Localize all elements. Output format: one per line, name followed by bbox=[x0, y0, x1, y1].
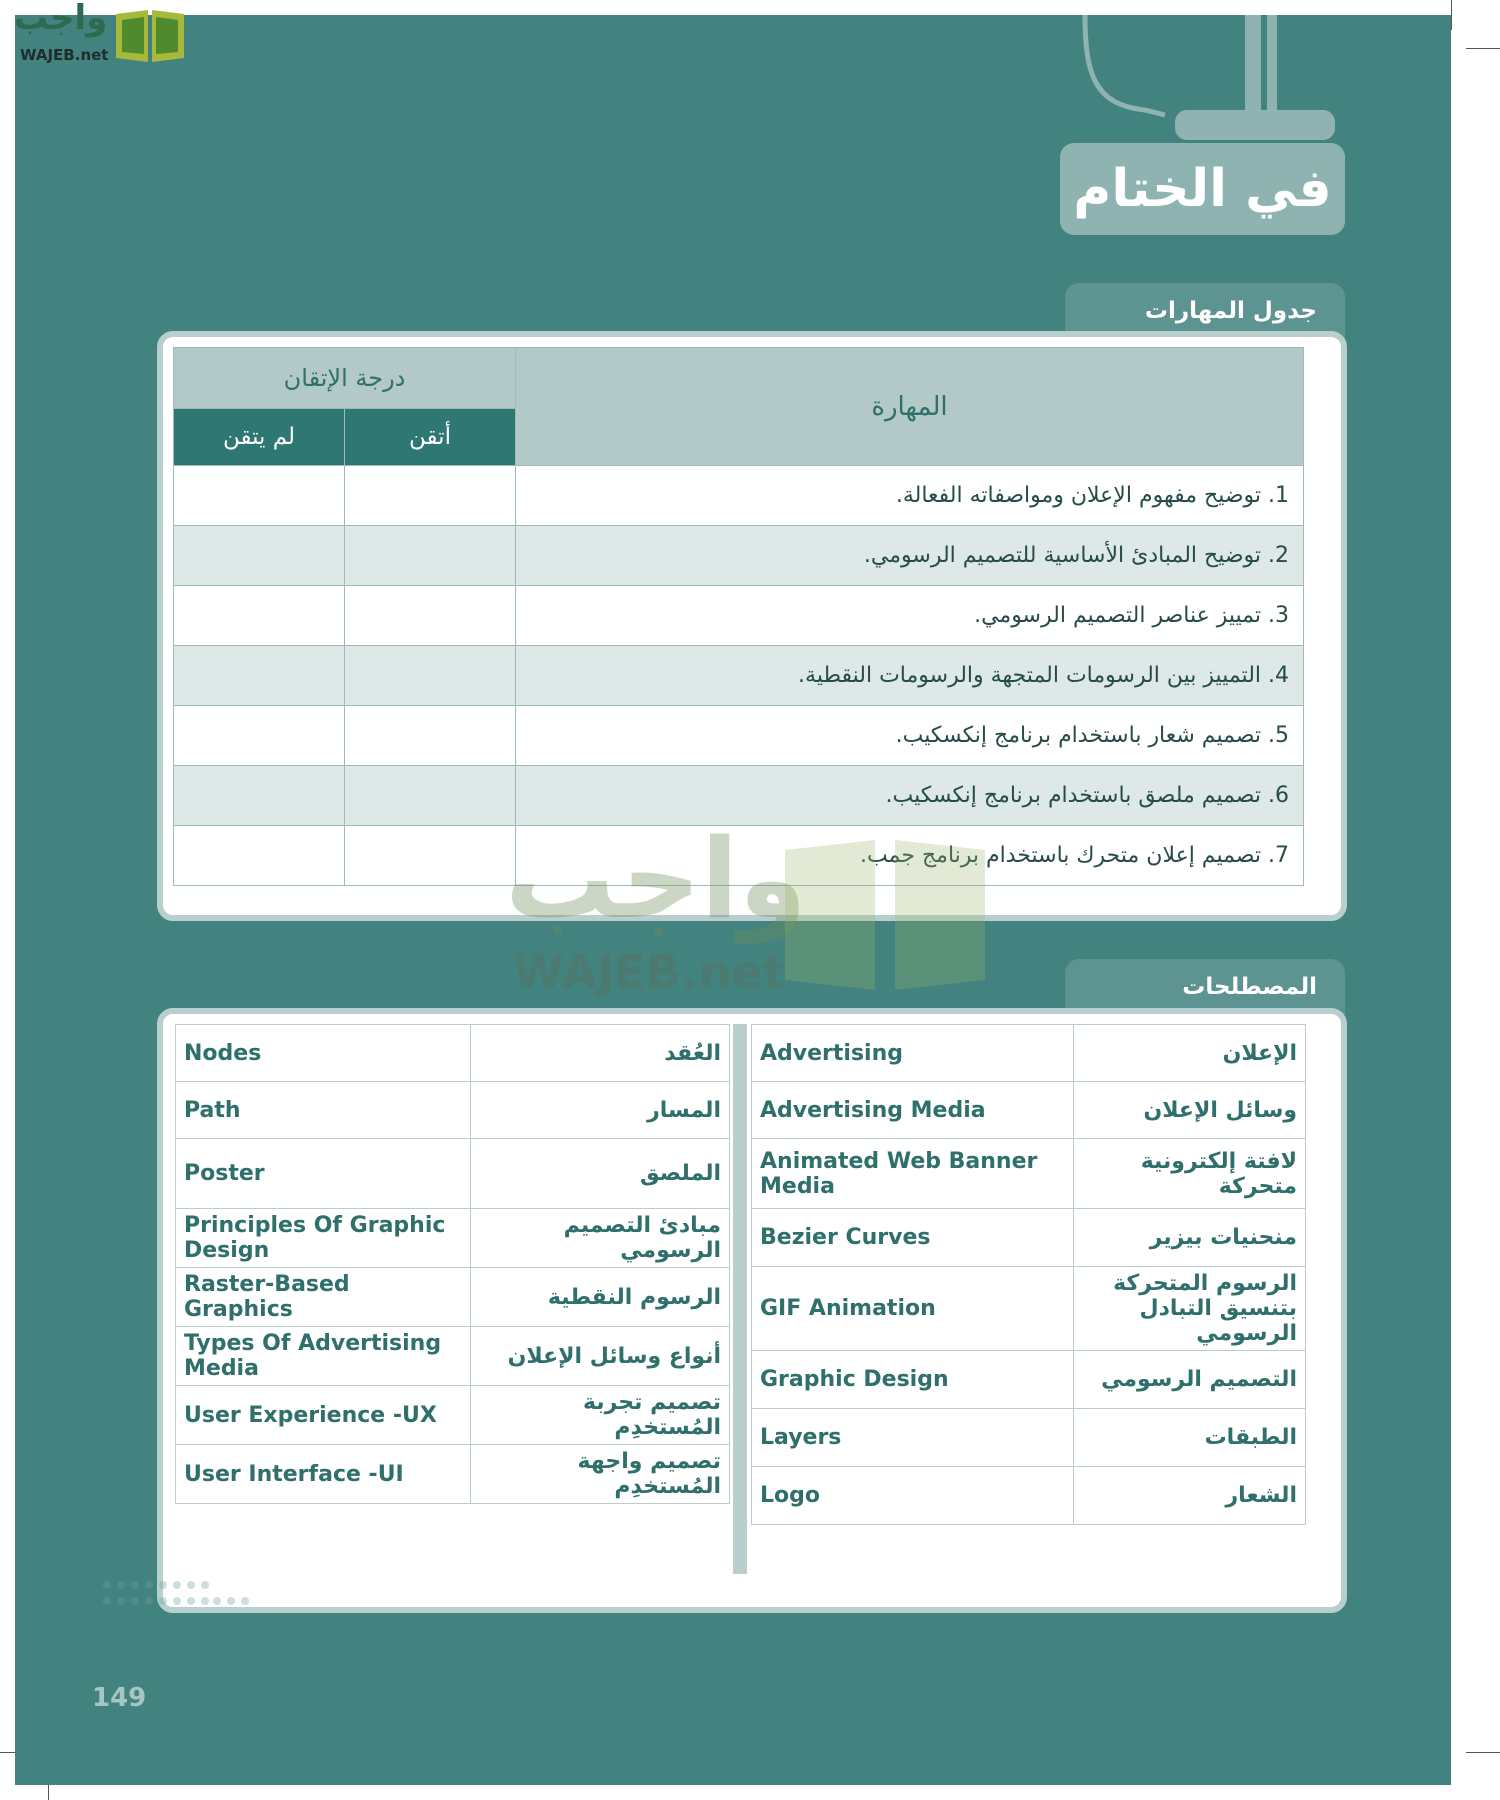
term-arabic: الإعلان bbox=[1073, 1025, 1305, 1082]
skill-text: 5. تصميم شعار باستخدام برنامج إنكسكيب. bbox=[516, 706, 1304, 766]
term-row bbox=[176, 1082, 730, 1139]
term-row bbox=[176, 1025, 730, 1082]
skill-text: 6. تصميم ملصق باستخدام برنامج إنكسكيب. bbox=[516, 766, 1304, 826]
not-mastered-cell[interactable] bbox=[174, 526, 345, 586]
term-english: Advertising Media bbox=[752, 1082, 1074, 1139]
skills-tab: جدول المهارات bbox=[1065, 283, 1345, 339]
term-english: GIF Animation bbox=[752, 1267, 1074, 1351]
not-mastered-cell[interactable] bbox=[174, 706, 345, 766]
not-mastered-cell[interactable] bbox=[174, 466, 345, 526]
term-arabic: لافتة إلكترونية متحركة bbox=[1073, 1139, 1305, 1209]
crop-mark bbox=[1451, 0, 1452, 30]
mastered-cell[interactable] bbox=[345, 826, 516, 886]
term-arabic: منحنيات بيزير bbox=[1073, 1209, 1305, 1267]
logo-arabic-text: واجب bbox=[14, 0, 108, 38]
term-english: Raster-Based Graphics bbox=[176, 1268, 471, 1327]
mastered-header: أتقن bbox=[345, 409, 516, 466]
term-english: Graphic Design bbox=[752, 1351, 1074, 1409]
book-icon bbox=[114, 8, 186, 64]
skill-row bbox=[174, 646, 1304, 706]
term-english: User Interface -UI bbox=[176, 1445, 471, 1504]
textbook-page bbox=[14, 0, 1451, 1785]
logo-english-text: WAJEB.net bbox=[20, 46, 109, 64]
term-row bbox=[752, 1409, 1306, 1467]
term-english: Layers bbox=[752, 1409, 1074, 1467]
wajeb-logo bbox=[8, 0, 188, 68]
term-english: Logo bbox=[752, 1467, 1074, 1525]
term-row bbox=[176, 1209, 730, 1268]
term-arabic: الرسوم النقطية bbox=[471, 1268, 730, 1327]
term-arabic: وسائل الإعلان bbox=[1073, 1082, 1305, 1139]
term-row bbox=[176, 1386, 730, 1445]
term-english: User Experience -UX bbox=[176, 1386, 471, 1445]
title-decoration bbox=[1055, 15, 1355, 155]
term-arabic: الشعار bbox=[1073, 1467, 1305, 1525]
mastered-cell[interactable] bbox=[345, 766, 516, 826]
terms-table-right bbox=[751, 1024, 1306, 1525]
watermark-english: WAJEB.net bbox=[513, 945, 785, 999]
skill-row bbox=[174, 586, 1304, 646]
skill-row bbox=[174, 466, 1304, 526]
watermark-arabic: واجب bbox=[505, 815, 807, 943]
term-arabic: الرسوم المتحركة بتنسيق التبادل الرسومي bbox=[1073, 1267, 1305, 1351]
term-english: Poster bbox=[176, 1139, 471, 1209]
term-row bbox=[752, 1351, 1306, 1409]
skill-text: 1. توضيح مفهوم الإعلان ومواصفاته الفعالة. bbox=[516, 466, 1304, 526]
term-arabic: تصميم تجربة المُستخدِم bbox=[471, 1386, 730, 1445]
mastered-cell[interactable] bbox=[345, 466, 516, 526]
terms-divider bbox=[733, 1024, 747, 1574]
term-row bbox=[752, 1139, 1306, 1209]
not-mastered-cell[interactable] bbox=[174, 766, 345, 826]
mastered-cell[interactable] bbox=[345, 526, 516, 586]
term-arabic: مبادئ التصميم الرسومي bbox=[471, 1209, 730, 1268]
skill-text: 7. تصميم إعلان متحرك باستخدام برنامج جمب. bbox=[516, 826, 1304, 886]
term-row bbox=[752, 1267, 1306, 1351]
ministry-logo-icon bbox=[97, 1575, 267, 1655]
skill-text: 4. التمييز بين الرسومات المتجهة والرسومات النقطية. bbox=[516, 646, 1304, 706]
term-arabic: العُقد bbox=[471, 1025, 730, 1082]
term-row bbox=[176, 1139, 730, 1209]
term-arabic: التصميم الرسومي bbox=[1073, 1351, 1305, 1409]
term-english: Types Of Advertising Media bbox=[176, 1327, 471, 1386]
mastered-cell[interactable] bbox=[345, 706, 516, 766]
skill-text: 3. تمييز عناصر التصميم الرسومي. bbox=[516, 586, 1304, 646]
crop-mark bbox=[1466, 48, 1500, 49]
term-arabic: تصميم واجهة المُستخدِم bbox=[471, 1445, 730, 1504]
term-english: Animated Web Banner Media bbox=[752, 1139, 1074, 1209]
page-number: 149 bbox=[92, 1683, 147, 1713]
term-english: Bezier Curves bbox=[752, 1209, 1074, 1267]
term-english: Advertising bbox=[752, 1025, 1074, 1082]
term-arabic: الملصق bbox=[471, 1139, 730, 1209]
not-mastered-cell[interactable] bbox=[174, 586, 345, 646]
skill-text: 2. توضيح المبادئ الأساسية للتصميم الرسومي. bbox=[516, 526, 1304, 586]
not-mastered-header: لم يتقن bbox=[174, 409, 345, 466]
terms-card bbox=[157, 1008, 1347, 1613]
term-row bbox=[176, 1445, 730, 1504]
skill-row bbox=[174, 526, 1304, 586]
page-title: في الختام bbox=[1060, 143, 1345, 235]
term-arabic: المسار bbox=[471, 1082, 730, 1139]
not-mastered-cell[interactable] bbox=[174, 646, 345, 706]
term-row bbox=[752, 1082, 1306, 1139]
not-mastered-cell[interactable] bbox=[174, 826, 345, 886]
mastered-cell[interactable] bbox=[345, 586, 516, 646]
term-arabic: أنواع وسائل الإعلان bbox=[471, 1327, 730, 1386]
term-arabic: الطبقات bbox=[1073, 1409, 1305, 1467]
terms-table-left bbox=[175, 1024, 730, 1504]
term-row bbox=[752, 1209, 1306, 1267]
term-row bbox=[176, 1268, 730, 1327]
crop-mark bbox=[1466, 1752, 1500, 1753]
term-english: Principles Of Graphic Design bbox=[176, 1209, 471, 1268]
terms-tab: المصطلحات bbox=[1065, 959, 1345, 1015]
term-english: Path bbox=[176, 1082, 471, 1139]
skill-column-header: المهارة bbox=[516, 348, 1304, 466]
mastery-header: درجة الإتقان bbox=[174, 348, 516, 409]
term-row bbox=[176, 1327, 730, 1386]
mastered-cell[interactable] bbox=[345, 646, 516, 706]
skills-table bbox=[173, 347, 1304, 886]
term-english: Nodes bbox=[176, 1025, 471, 1082]
skill-row bbox=[174, 706, 1304, 766]
term-row bbox=[752, 1467, 1306, 1525]
term-row bbox=[752, 1025, 1306, 1082]
